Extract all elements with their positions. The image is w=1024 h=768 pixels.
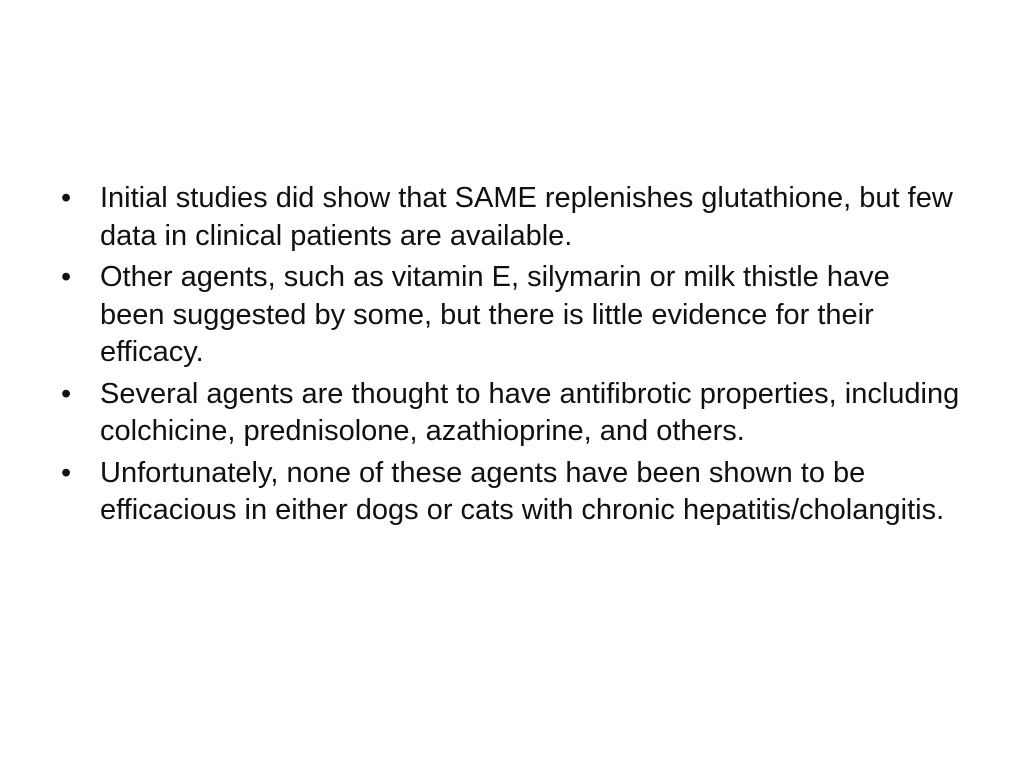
bullet-text: Unfortunately, none of these agents have been shown to be efficacious in either dogs or cats with chronic hepatitis/cholangitis. bbox=[100, 456, 945, 526]
bullet-text: Other agents, such as vitamin E, silymarin or milk thistle have been suggested by some, but there is little evidence for their efficacy. bbox=[100, 261, 890, 368]
bullet-marker: • bbox=[61, 377, 72, 410]
bullet-marker: • bbox=[61, 456, 72, 489]
bullet-list bbox=[61, 180, 961, 534]
bullet-text: Initial studies did show that SAME replenishes glutathione, but few data in clinical patients are available. bbox=[100, 182, 953, 252]
list-item bbox=[61, 180, 961, 255]
list-item bbox=[61, 376, 961, 451]
bullet-text: Several agents are thought to have antifibrotic properties, including colchicine, prednisolone, azathioprine, and others. bbox=[100, 377, 960, 447]
list-item bbox=[61, 259, 961, 372]
bullet-marker: • bbox=[61, 261, 72, 293]
bullet-marker: • bbox=[61, 182, 72, 214]
list-item bbox=[61, 455, 961, 530]
